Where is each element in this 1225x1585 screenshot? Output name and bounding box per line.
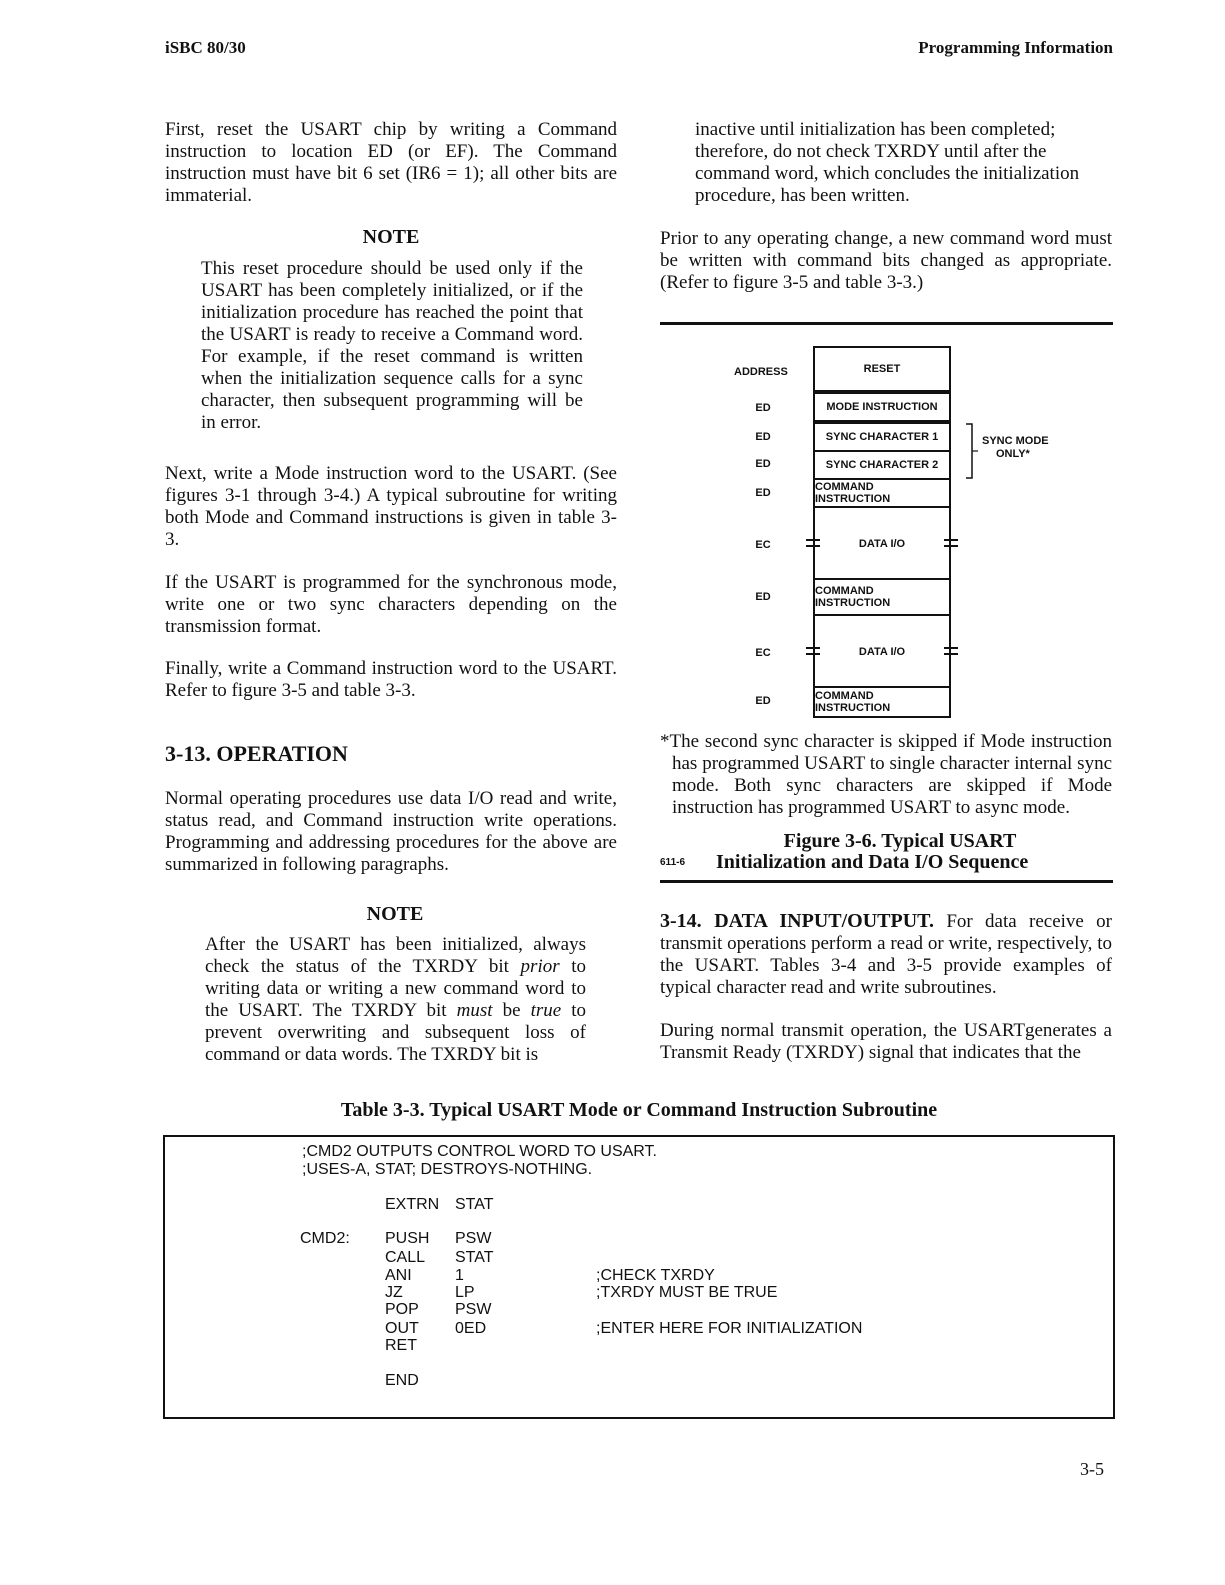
figure-connectors	[660, 320, 1120, 730]
figure-box-command-1: COMMAND INSTRUCTION	[813, 478, 951, 508]
figure-box-mode: MODE INSTRUCTION	[813, 392, 951, 422]
figure-box-command-3: COMMAND INSTRUCTION	[813, 686, 951, 718]
code-op: CALL	[385, 1249, 426, 1266]
figure-addr: ED	[755, 458, 771, 470]
code-comment: ;CMD2 OUTPUTS CONTROL WORD TO USART.	[302, 1143, 657, 1160]
break-marks-1	[806, 540, 958, 546]
figure-bottom-rule	[660, 880, 1113, 883]
figure-addr: ED	[755, 591, 771, 603]
sync-bracket	[966, 424, 972, 478]
code-op: ANI	[385, 1267, 412, 1284]
code-arg: LP	[455, 1284, 475, 1301]
code-op: PUSH	[385, 1230, 430, 1247]
code-arg: 0ED	[455, 1320, 487, 1337]
code-op: END	[385, 1372, 419, 1389]
table-title: Table 3-3. Typical USART Mode or Command Instruction Subroutine	[340, 1099, 938, 1121]
code-comment: ;CHECK TXRDY	[596, 1267, 715, 1284]
left-paragraph-2: Next, write a Mode instruction word to the USART. (See figures 3-1 through 3-4.) A typical subroutine for writing both Mode and Command instructions is given in table 3-3.	[165, 463, 617, 550]
code-label: CMD2:	[300, 1230, 350, 1247]
right-paragraph-1: inactive until initialization has been completed; therefore, do not check TXRDY until after the command word, which concludes the initialization procedure, has been written.	[695, 119, 1080, 206]
left-paragraph-3: If the USART is programmed for the synchronous mode, write one or two sync characters depending on the transmission format.	[165, 572, 617, 637]
figure-box-sync-1: SYNC CHARACTER 1	[813, 422, 951, 452]
figure-sync-note: SYNC MODE	[982, 435, 1049, 447]
note-1-text: This reset procedure should be used only if the USART has been completely initialized, or if the initialization procedure has reached the point that the USART is ready to receive a Command word. For example, if the reset command is written when the initialization sequence calls for a sync character, then subsequent programming will be in error.	[201, 258, 583, 433]
figure-addr: ED	[755, 487, 771, 499]
figure-addr: ED	[755, 695, 771, 707]
code-comment: ;TXRDY MUST BE TRUE	[596, 1284, 778, 1301]
page-number: 3-5	[1080, 1459, 1104, 1479]
note-2-title: NOTE	[366, 903, 424, 925]
header-right: Programming Information	[918, 38, 1113, 57]
figure-box-data-io-2: DATA I/O	[813, 616, 951, 688]
figure-addr: ED	[755, 402, 771, 414]
code-op: EXTRN	[385, 1196, 440, 1213]
code-op: RET	[385, 1337, 417, 1354]
note-2-text: After the USART has been initialized, always check the status of the TXRDY bit prior to writing data or writing a new command word to the USART. The TXRDY bit must be true to prevent overwriting and subsequent loss of command or data words. The TXRDY bit is	[205, 934, 587, 1065]
code-op: POP	[385, 1301, 419, 1318]
figure-caption-line-1: Figure 3-6. Typical USART	[783, 830, 1017, 852]
figure-addr: ED	[755, 431, 771, 443]
left-paragraph-4: Finally, write a Command instruction word to the USART. Refer to figure 3-5 and table 3-3.	[165, 658, 617, 701]
left-paragraph-5: Normal operating procedures use data I/O read and write, status read, and Command instruction write operations. Programming and addressing procedures for the above are summarized in following paragraphs.	[165, 788, 617, 875]
figure-usart-sequence	[660, 320, 1120, 730]
figure-box-data-io-1: DATA I/O	[813, 508, 951, 580]
code-op: OUT	[385, 1320, 419, 1337]
note-1-title: NOTE	[362, 226, 420, 248]
figure-footnote: *The second sync character is skipped if Mode instruction has programmed USART to single character internal sync mode. Both sync characters are skipped if Mode instruction has programmed USART to async mode.	[660, 731, 1112, 818]
section-heading-operation: 3-13. OPERATION	[165, 741, 348, 766]
figure-addr: EC	[755, 539, 771, 551]
code-arg: PSW	[455, 1301, 492, 1318]
left-paragraph-1: First, reset the USART chip by writing a Command instruction to location ED (or EF). The Command instruction must have bit 6 set (IR6 = 1); all other bits are immaterial.	[165, 119, 617, 206]
code-arg: STAT	[455, 1196, 494, 1213]
figure-box-reset: RESET	[813, 346, 951, 392]
figure-box-sync-2: SYNC CHARACTER 2	[813, 450, 951, 480]
code-arg: 1	[455, 1267, 464, 1284]
right-paragraph-4: During normal transmit operation, the USARTgenerates a Transmit Ready (TXRDY) signal that indicates that the	[660, 1020, 1112, 1063]
figure-caption-line-2: Initialization and Data I/O Sequence	[716, 851, 1029, 873]
code-arg: PSW	[455, 1230, 492, 1247]
code-comment: ;USES-A, STAT; DESTROYS-NOTHING.	[302, 1161, 593, 1178]
break-marks-2	[806, 648, 958, 654]
figure-sync-note-2: ONLY*	[996, 448, 1030, 460]
figure-code: 611-6	[660, 857, 686, 868]
figure-address-header: ADDRESS	[734, 366, 788, 378]
header-left: iSBC 80/30	[165, 38, 246, 57]
code-arg: STAT	[455, 1249, 494, 1266]
code-op: JZ	[385, 1284, 403, 1301]
right-paragraph-2: Prior to any operating change, a new command word must be written with command bits changed as appropriate. (Refer to figure 3-5 and table 3-3.)	[660, 228, 1112, 293]
right-paragraph-3: 3-14. DATA INPUT/OUTPUT. For data receive or transmit operations perform a read or write, respectively, to the USART. Tables 3-4 and 3-5 provide examples of typical character read and write subroutines.	[660, 910, 1112, 998]
figure-box-command-2: COMMAND INSTRUCTION	[813, 578, 951, 616]
figure-addr: EC	[755, 647, 771, 659]
code-comment: ;ENTER HERE FOR INITIALIZATION	[596, 1320, 863, 1337]
